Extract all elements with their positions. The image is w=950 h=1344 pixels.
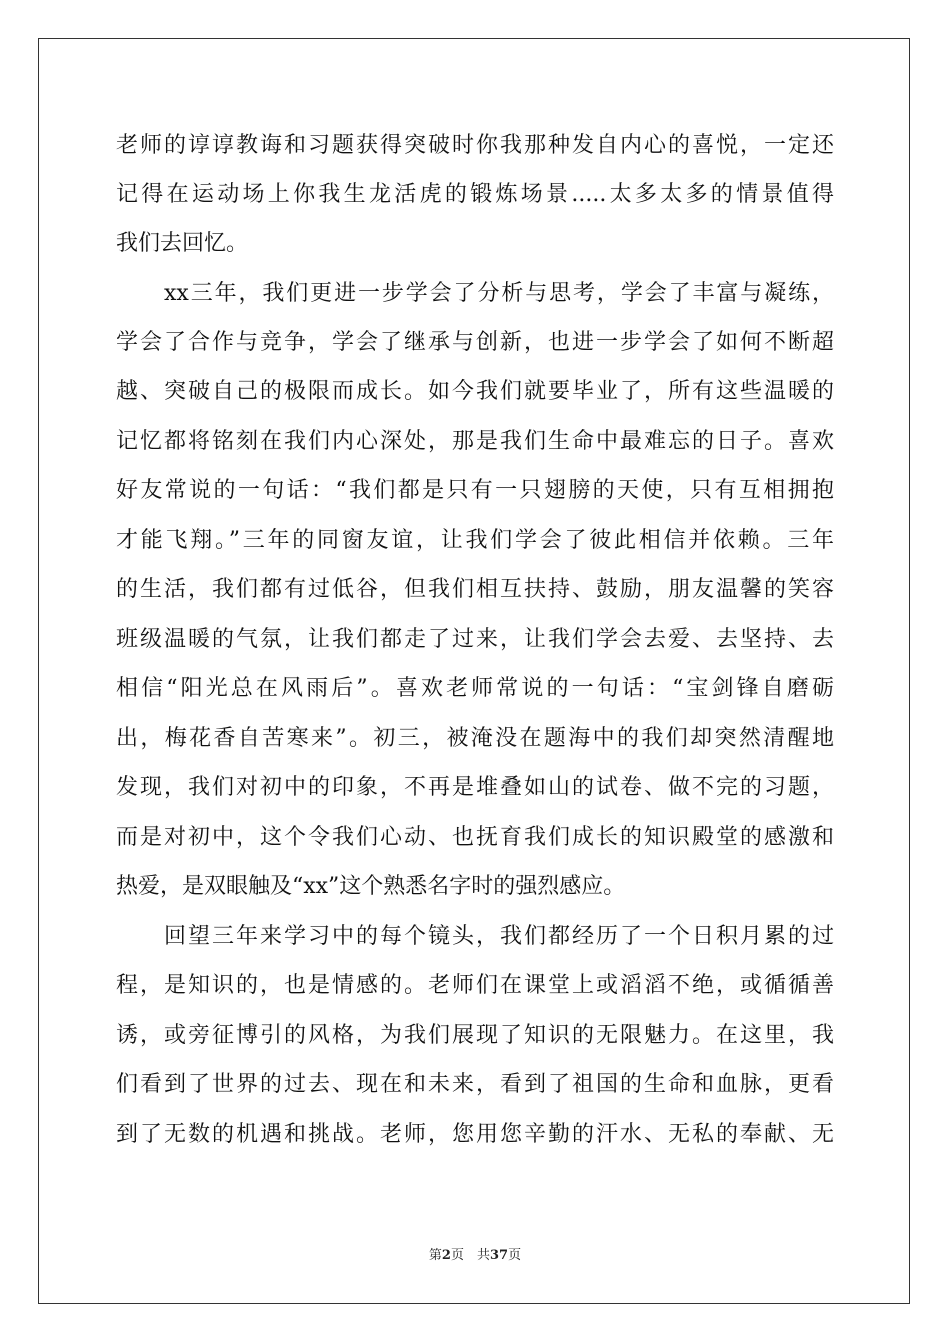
current-page-number: 2: [441, 1248, 451, 1263]
footer-mid: 页 共: [450, 1248, 490, 1263]
text-line: 诱，或旁征博引的风格，为我们展现了知识的无限魅力。在这里，我: [116, 1023, 834, 1048]
text-line: 出，梅花香自苦寒来”。初三，被淹没在题海中的我们却突然清醒地: [116, 726, 834, 751]
text-line: 老师的谆谆教诲和习题获得突破时你我那种发自内心的喜悦，一定还: [116, 133, 834, 158]
text-line: 好友常说的一句话：“我们都是只有一只翅膀的天使，只有互相拥抱: [116, 478, 834, 503]
text-line: 回望三年来学习中的每个镜头，我们都经历了一个日积月累的过: [164, 924, 834, 949]
text-line: 越、突破自己的极限而成长。如今我们就要毕业了，所有这些温暖的: [116, 379, 834, 404]
text-line: 记忆都将铭刻在我们内心深处，那是我们生命中最难忘的日子。喜欢: [116, 429, 834, 454]
text-line: 相信“阳光总在风雨后”。喜欢老师常说的一句话：“宝剑锋自磨砺: [116, 676, 834, 701]
text-line: 才能飞翔。”三年的同窗友谊，让我们学会了彼此相信并依赖。三年: [116, 528, 834, 553]
text-line: 热爱，是双眼触及“xx”这个熟悉名字时的强烈感应。: [116, 874, 626, 899]
text-line: 学会了合作与竞争，学会了继承与创新，也进一步学会了如何不断超: [116, 330, 834, 355]
text-line: 发现，我们对初中的印象，不再是堆叠如山的试卷、做不完的习题，: [116, 775, 834, 800]
text-line: 而是对初中，这个令我们心动、也抚育我们成长的知识殿堂的感激和: [116, 825, 834, 850]
text-line: xx三年，我们更进一步学会了分析与思考，学会了丰富与凝练，: [164, 281, 834, 306]
text-line: 们看到了世界的过去、现在和未来，看到了祖国的生命和血脉，更看: [116, 1072, 834, 1097]
text-line: 到了无数的机遇和挑战。老师，您用您辛勤的汗水、无私的奉献、无: [116, 1122, 834, 1147]
text-line: 班级温暖的气氛，让我们都走了过来，让我们学会去爱、去坚持、去: [116, 627, 834, 652]
text-line: 程，是知识的，也是情感的。老师们在课堂上或滔滔不绝，或循循善: [116, 973, 834, 998]
footer-prefix: 第: [428, 1248, 442, 1263]
text-line: 的生活，我们都有过低谷，但我们相互扶持、鼓励，朋友温馨的笑容: [116, 577, 834, 602]
footer-suffix: 页: [508, 1248, 522, 1263]
text-line: 记得在运动场上你我生龙活虎的锻炼场景.....太多太多的情景值得: [116, 182, 834, 207]
total-page-count: 37: [489, 1248, 509, 1263]
page-number-footer: [0, 1248, 950, 1264]
text-line: 我们去回忆。: [116, 231, 249, 256]
